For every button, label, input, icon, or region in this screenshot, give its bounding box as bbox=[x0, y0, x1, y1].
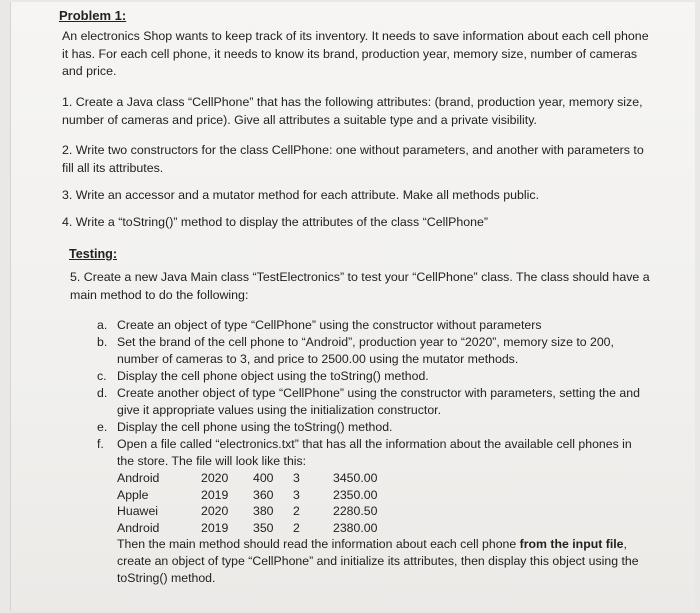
cell-brand: Android bbox=[117, 520, 160, 535]
task-1: 1. Create a Java class “CellPhone” that has the following attributes: (brand, production year, memory size, number of cameras and price). Give all attributes a suitable type and a private visibility. bbox=[62, 95, 643, 127]
problem-intro: An electronics Shop wants to keep track of its inventory. It needs to save information about each cell phone it has. For each cell phone, it needs to know its brand, production year, memory size, number of cameras and price. bbox=[62, 29, 649, 78]
closing-text-end: , create an object of type “CellPhone” and initialize its attributes, then display this object using the toString() method. bbox=[117, 537, 639, 585]
cell-cameras: 3 bbox=[293, 487, 300, 502]
task-5: 5. Create a new Java Main class “TestElectronics” to test your “CellPhone” class. The class should have a main method to do the following: bbox=[70, 270, 650, 302]
step-text: Display the cell phone using the toString() method. bbox=[117, 420, 393, 434]
step-marker: c. bbox=[97, 369, 107, 383]
step-marker: d. bbox=[97, 386, 108, 400]
task-2: 2. Write two constructors for the class CellPhone: one without parameters, and another with parameters to fill all its attributes. bbox=[62, 143, 644, 175]
task-4: 4. Write a “toString()” method to display the attributes of the class “CellPhone” bbox=[62, 215, 489, 229]
step-c bbox=[91, 368, 651, 385]
cell-memory: 360 bbox=[253, 487, 274, 502]
problem-title: Problem 1: bbox=[59, 8, 127, 23]
table-row bbox=[117, 487, 413, 504]
cell-cameras: 2 bbox=[293, 520, 300, 535]
document-page bbox=[10, 2, 695, 611]
step-f bbox=[91, 436, 651, 587]
step-marker: b. bbox=[97, 335, 108, 349]
cell-memory: 350 bbox=[253, 520, 274, 535]
cell-year: 2019 bbox=[201, 487, 229, 502]
cell-cameras: 3 bbox=[293, 471, 300, 485]
cell-brand: Apple bbox=[117, 487, 149, 502]
cell-price: 2350.00 bbox=[333, 487, 378, 502]
cell-brand: Android bbox=[117, 471, 160, 485]
task-5-steps bbox=[91, 317, 651, 587]
step-text: Open a file called “electronics.txt” that has all the information about the available cell phones in the store. The file will look like this: bbox=[117, 437, 632, 468]
step-marker: e. bbox=[97, 420, 108, 434]
table-row bbox=[117, 470, 413, 487]
file-contents-table bbox=[117, 470, 413, 536]
step-text: Create an object of type “CellPhone” using the constructor without parameters bbox=[117, 318, 542, 332]
cell-year: 2019 bbox=[201, 520, 229, 535]
table-row bbox=[117, 520, 413, 537]
cell-cameras: 2 bbox=[293, 504, 300, 518]
step-b bbox=[91, 334, 651, 368]
task-3: 3. Write an accessor and a mutator method for each attribute. Make all methods public. bbox=[62, 188, 540, 202]
cell-memory: 400 bbox=[253, 471, 274, 485]
step-e bbox=[91, 419, 651, 436]
step-a bbox=[91, 317, 651, 334]
cell-price: 2380.00 bbox=[333, 520, 378, 535]
step-text: Set the brand of the cell phone to “Android”, production year to “2020”, memory size to 200, number of cameras to 3, and price to 2500.00 using the mutator methods. bbox=[117, 335, 614, 366]
step-text: Display the cell phone object using the toString() method. bbox=[117, 369, 429, 383]
step-d bbox=[91, 385, 651, 419]
cell-year: 2020 bbox=[201, 504, 229, 518]
step-text: Create another object of type “CellPhone” using the constructor with parameters, setting the and give it appropriate values using the initialization constructor. bbox=[117, 386, 640, 417]
cell-memory: 380 bbox=[253, 504, 274, 518]
testing-heading: Testing: bbox=[69, 247, 118, 261]
step-marker: a. bbox=[97, 318, 108, 332]
cell-year: 2020 bbox=[201, 471, 229, 485]
closing-text-start: Then the main method should read the information about each cell phone bbox=[117, 537, 520, 551]
closing-paragraph bbox=[117, 536, 651, 587]
cell-price: 3450.00 bbox=[333, 471, 378, 485]
closing-text-bold: from the input file bbox=[519, 537, 624, 551]
step-marker: f. bbox=[97, 437, 104, 451]
table-row bbox=[117, 503, 413, 520]
cell-price: 2280.50 bbox=[333, 504, 378, 518]
cell-brand: Huawei bbox=[117, 504, 159, 518]
